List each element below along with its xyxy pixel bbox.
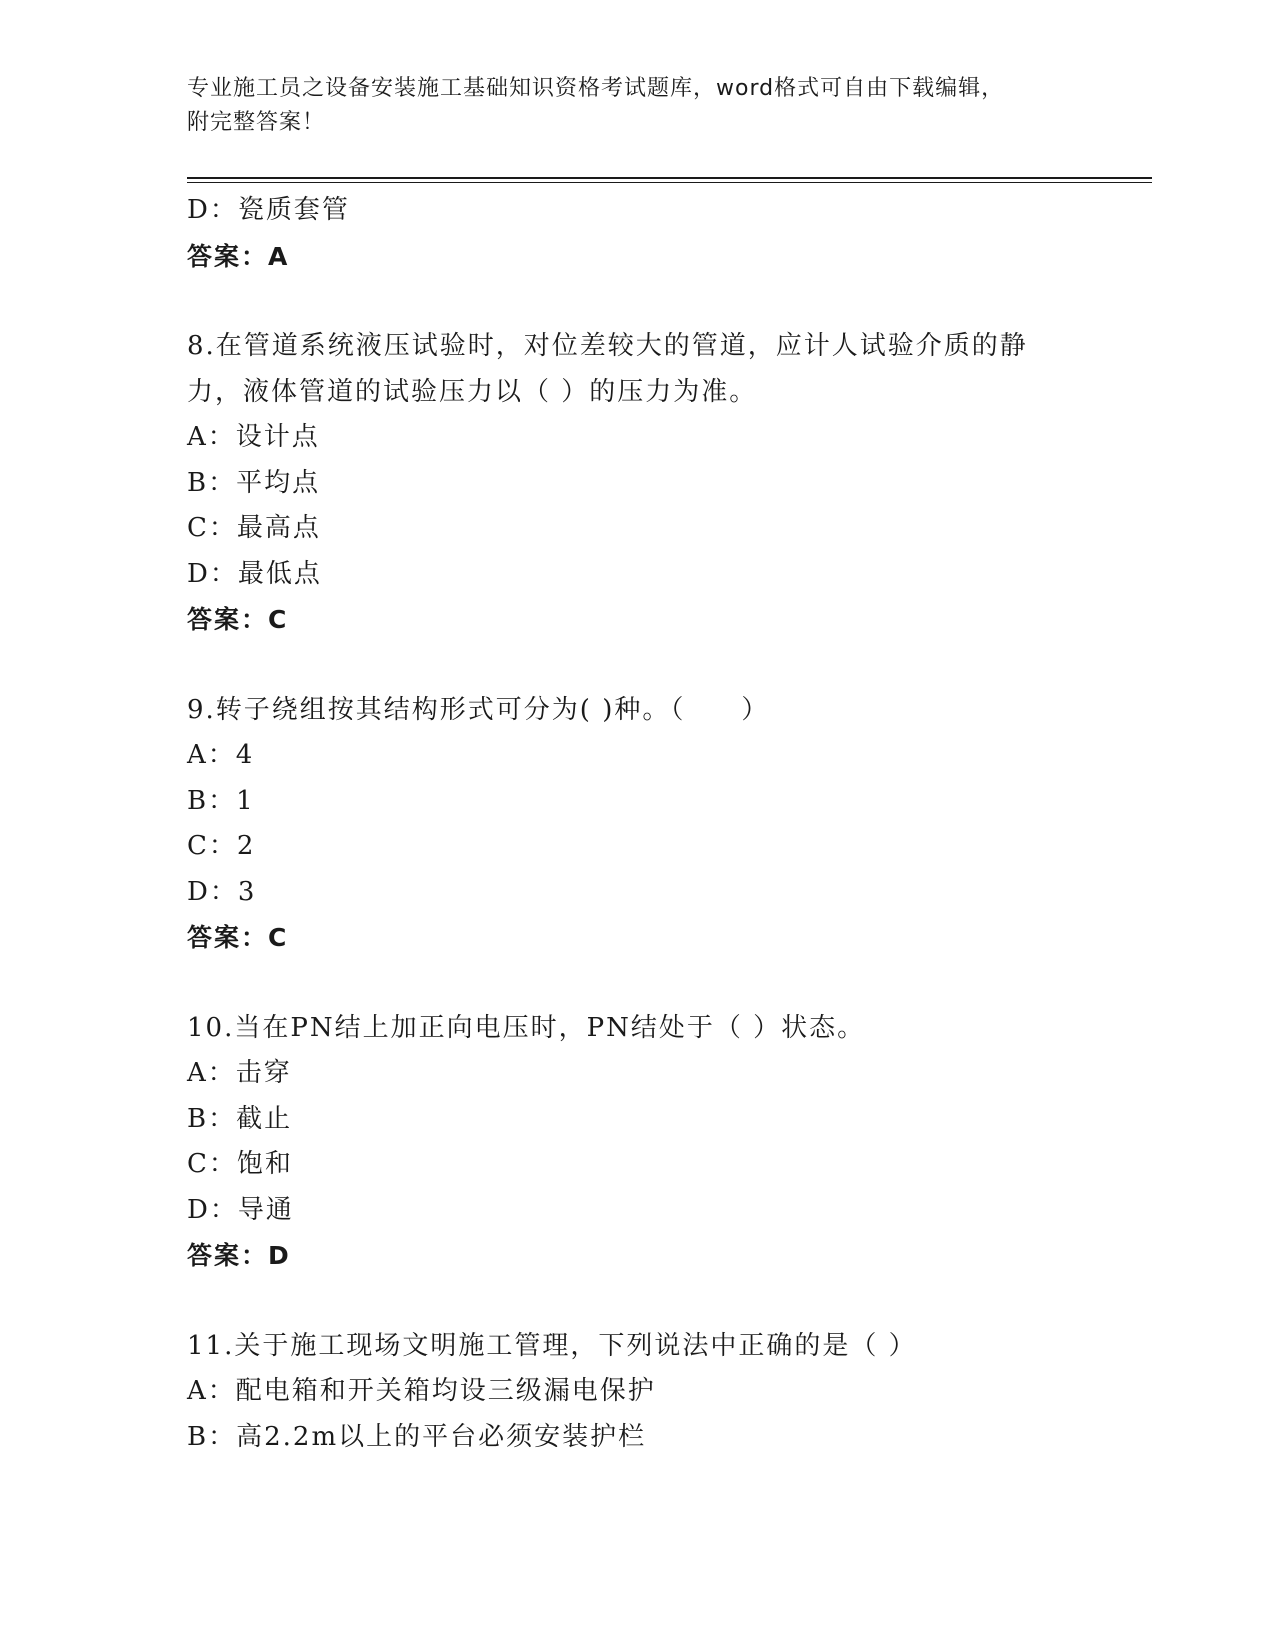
question-9 — [187, 688, 1087, 961]
question-stem: 10.当在PN结上加正向电压时，PN结处于（ ）状态。 — [187, 1012, 866, 1043]
option-d: D：导通 — [187, 1194, 294, 1225]
question-11 — [187, 1324, 1087, 1461]
question-stem-continued: 力，液体管道的试验压力以（ ）的压力为准。 — [187, 376, 758, 407]
answer: 答案：C — [187, 923, 289, 952]
previous-question-tail — [187, 188, 1087, 279]
answer: 答案：D — [187, 1241, 291, 1270]
option-b: B：平均点 — [187, 467, 321, 498]
option-c: C：2 — [187, 831, 256, 861]
question-10 — [187, 1006, 1087, 1279]
option-b: B：高2.2m以上的平台必须安装护栏 — [187, 1421, 647, 1452]
option-a: A：击穿 — [187, 1058, 292, 1088]
question-stem: 8.在管道系统液压试验时，对位差较大的管道，应计人试验介质的静 — [187, 331, 1028, 361]
question-stem: 11.关于施工现场文明施工管理，下列说法中正确的是（ ） — [187, 1330, 917, 1361]
option-a: A：4 — [187, 740, 255, 770]
header-divider-thick — [187, 177, 1152, 179]
option-d: D：最低点 — [187, 558, 322, 589]
question-8 — [187, 324, 1087, 643]
option-d: D：3 — [187, 876, 257, 907]
header-divider-thin — [187, 182, 1152, 183]
answer: 答案：A — [187, 241, 290, 271]
option-b: B：1 — [187, 785, 255, 816]
header-line-2: 附完整答案！ — [187, 110, 326, 135]
answer: 答案：C — [187, 605, 289, 634]
document-header — [187, 72, 1067, 140]
question-list — [187, 188, 1087, 1460]
option-d: D：瓷质套管 — [187, 195, 350, 225]
option-a: A：设计点 — [187, 422, 320, 452]
option-a: A：配电箱和开关箱均设三级漏电保护 — [187, 1376, 656, 1406]
question-stem: 9.转子绕组按其结构形式可分为( )种。（ ） — [187, 694, 770, 725]
option-b: B：截止 — [187, 1103, 293, 1134]
option-c: C：饱和 — [187, 1149, 293, 1179]
option-c: C：最高点 — [187, 513, 321, 543]
header-line-1: 专业施工员之设备安装施工基础知识资格考试题库，word格式可自由下载编辑， — [187, 76, 1005, 101]
